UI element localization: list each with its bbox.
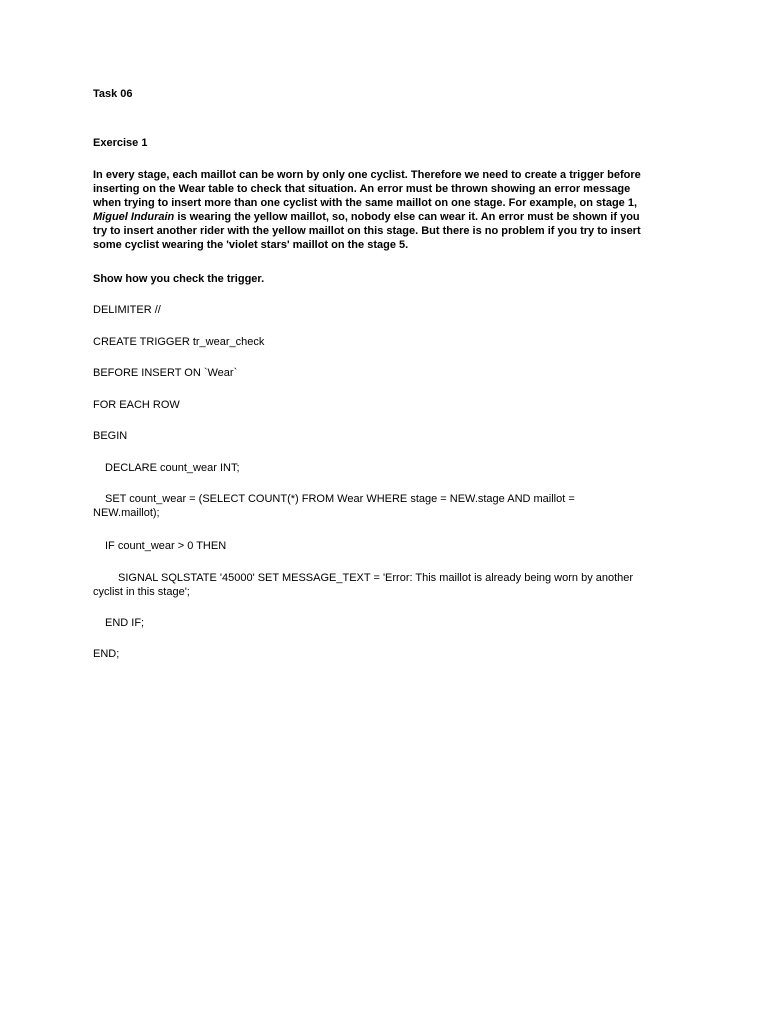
code-end: END; (93, 648, 120, 660)
code-end-if: END IF; (105, 617, 145, 629)
description-line-rest: is wearing the yellow maillot, so, nobody else can wear it. An error must be shown if you (174, 211, 640, 223)
instruction-text: Show how you check the trigger. (93, 273, 265, 285)
code-set-statement (93, 492, 683, 520)
code-set-line: NEW.maillot); (93, 507, 160, 519)
description-line: some cyclist wearing the 'violet stars' maillot on the stage 5. (93, 239, 409, 251)
exercise-title: Exercise 1 (93, 137, 148, 149)
description-line: try to insert another rider with the yellow maillot on this stage. But there is no problem if you try to insert (93, 225, 641, 237)
code-create-trigger: CREATE TRIGGER tr_wear_check (93, 336, 265, 348)
code-set-line: SET count_wear = (SELECT COUNT(*) FROM Wear WHERE stage = NEW.stage AND maillot = (105, 493, 575, 505)
task-title: Task 06 (93, 88, 133, 100)
code-signal-line: cyclist in this stage'; (93, 586, 190, 598)
description-line: In every stage, each maillot can be worn by only one cyclist. Therefore we need to create a trigger before (93, 169, 641, 181)
description-line: when trying to insert more than one cyclist with the same maillot on one stage. For example, on stage 1, (93, 197, 638, 209)
description-line: inserting on the Wear table to check that situation. An error must be thrown showing an error message (93, 183, 631, 195)
code-signal-line: SIGNAL SQLSTATE '45000' SET MESSAGE_TEXT = 'Error: This maillot is already being worn by another (118, 572, 634, 584)
code-declare: DECLARE count_wear INT; (105, 462, 240, 474)
code-if: IF count_wear > 0 THEN (105, 540, 227, 552)
code-for-each-row: FOR EACH ROW (93, 399, 180, 411)
code-begin: BEGIN (93, 430, 128, 442)
rider-name: Miguel Indurain (93, 211, 175, 223)
code-signal-statement (93, 571, 683, 599)
code-delimiter: DELIMITER // (93, 304, 161, 316)
code-before-insert: BEFORE INSERT ON `Wear` (93, 367, 238, 379)
description-line (93, 210, 683, 224)
exercise-description (93, 168, 683, 252)
